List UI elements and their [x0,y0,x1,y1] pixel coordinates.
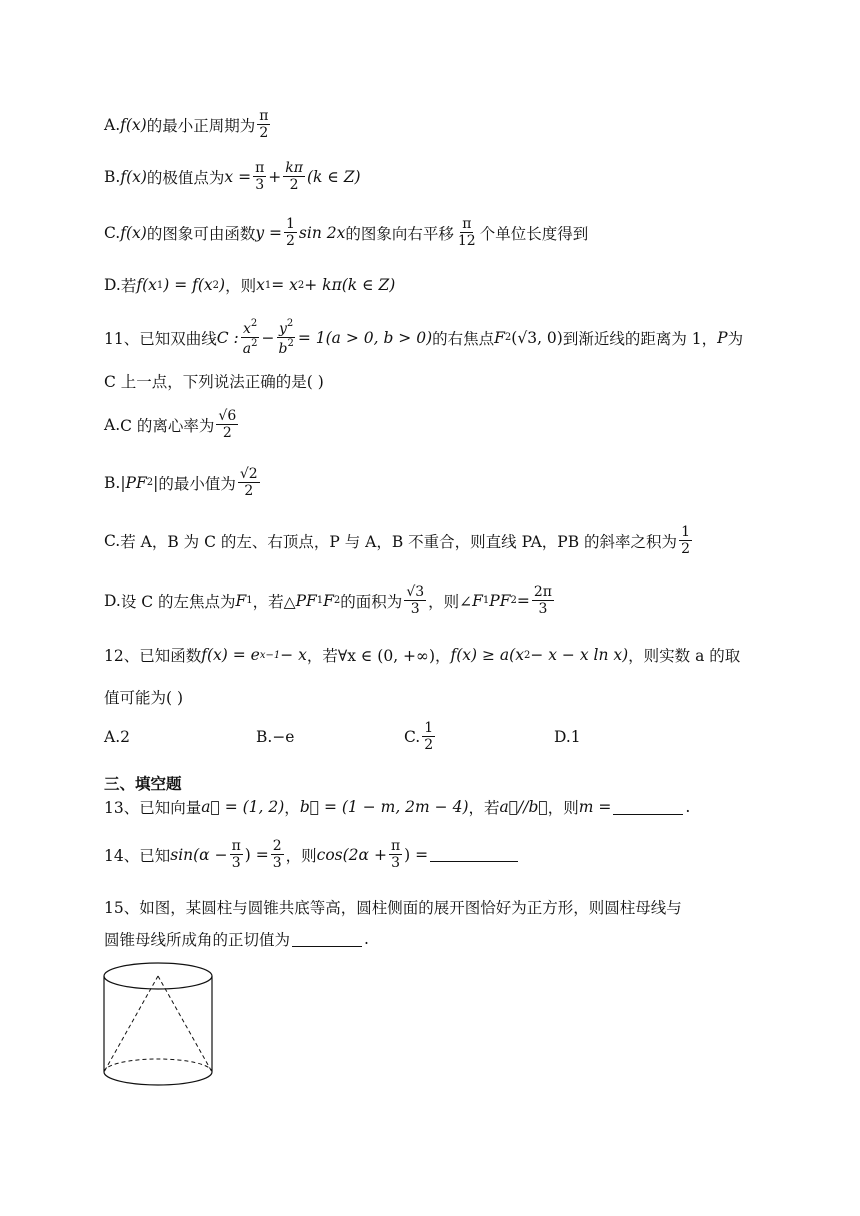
math-expr: (k ∈ Z) [306,167,361,186]
question-text: . [364,930,369,948]
denominator: 3 [272,855,282,872]
question-text: 圆锥母线所成角的正切值为 [104,931,291,949]
math-expr: = 1(a > 0, b > 0) [297,328,433,347]
math-expr: f(x [136,276,157,294]
math-expr: = [516,591,530,610]
fraction [238,466,260,499]
subscript: 1 [246,595,253,607]
math-expr: F [235,591,247,610]
math-expr: F [323,591,334,610]
fraction [283,160,305,193]
answer-blank[interactable] [430,847,518,862]
option-text: 的图象向右平移 [345,224,454,243]
fraction [404,584,426,617]
denominator: a [242,341,252,358]
numerator: √3 [406,584,425,600]
denominator: 2 [259,125,269,142]
denominator: 3 [410,601,420,618]
math-expr: ) [219,276,226,294]
denominator: 3 [391,855,400,872]
math-expr: − x − x ln x) [530,646,629,664]
fraction [679,524,692,557]
q10-option-a [104,108,272,141]
question-text: ，则 [285,846,317,865]
numerator: √6 [218,408,237,424]
q11-option-c [104,524,694,557]
option-label: D. [104,276,121,294]
numerator: π [259,108,269,124]
denominator: 12 [457,233,476,250]
cylinder-bottom-back [104,1059,212,1072]
option-label: C. [104,531,121,550]
denominator: 3 [538,601,548,618]
math-expr: P [717,328,728,347]
fraction [253,160,266,193]
numerator: kπ [285,160,303,176]
option-label: D. [104,591,121,610]
question-text: 12、已知函数 [104,647,202,665]
q11-stem: 11、已知双曲线 C : $\frac{x^2}{a^2}$ − $\frac{y^2}{b^2}$ = 1(a > 0, b > 0) 的右焦点 F 2 (√3, 0) 到渐近线的距离为 1， P 为 [104,318,744,358]
answer-blank[interactable] [292,932,362,947]
option-text: C 的离心率为 [120,416,215,435]
answer-blank[interactable] [613,800,683,815]
math-expr: + kπ(k ∈ Z) [304,276,396,294]
math-expr: + [268,167,282,186]
math-expr: a⃗//b⃗ [499,798,548,816]
q11-option-a [104,408,240,441]
fraction [271,838,284,871]
question-text: . [685,798,691,816]
numerator: y [279,321,287,337]
math-expr: m = [578,798,612,816]
cone-left-generatrix [104,976,158,1072]
question-text: 为 [727,329,744,348]
q13 [104,796,690,818]
fraction [284,216,297,249]
question-text: 13、已知向量 [104,799,202,817]
option-text: ，则∠ [428,592,473,611]
option-text: 的面积为 [340,592,403,611]
denominator: 2 [286,233,295,250]
denominator: 2 [424,737,434,754]
numerator: 2π [533,584,552,600]
option-text: ，则 [225,277,257,295]
numerator: x [242,321,251,337]
math-expr: C : [216,328,239,347]
question-text: ，则 [547,799,579,817]
option-text: 的图象可由函数 [146,224,256,243]
denominator: 2 [222,425,232,442]
math-expr: |PF [120,473,147,492]
math-expr: f(x) ≥ a(x [450,646,524,664]
option-text: 的最小值为 [158,474,236,493]
math-expr: f(x) [120,167,147,186]
option-text: 若 [120,277,137,295]
fraction: $\frac{y^2}{b^2}$ [278,318,294,358]
superscript: x−1 [259,649,281,661]
subscript: 2 [297,279,305,291]
option-label: B. [104,473,121,492]
subscript: 2 [212,279,220,291]
question-text: ，若∀x ∈ (0, +∞)， [306,647,451,665]
math-expr: | [153,473,159,492]
q10-option-b [104,160,361,193]
question-text: ，则实数 a 的取 [628,647,741,665]
question-text: 的右焦点 [432,329,495,348]
numerator: √2 [239,466,258,482]
question-text: ，若 [468,799,500,817]
math-expr: ) = [404,845,429,864]
denominator: 2 [681,541,690,558]
fraction [257,108,270,141]
numerator: 1 [286,216,295,232]
question-text: 到渐近线的距离为 1， [562,329,718,348]
math-expr: sin 2x [298,223,346,242]
math-expr: f(x) [120,115,147,134]
math-expr: ) = [244,845,269,864]
math-expr: (√3, 0) [511,328,563,347]
q12-stem-line2 [104,686,183,708]
math-expr: PF [489,591,511,610]
math-expr: ) = f(x [163,276,213,294]
math-expr: F [472,591,483,610]
numerator: π [390,838,401,854]
option-text: 的极值点为 [146,168,225,187]
question-text: 11、已知双曲线 [104,329,217,348]
denominator: 2 [244,483,254,500]
math-expr: y = [255,223,282,242]
q11-stem-line2 [104,370,324,392]
subscript: 1 [264,279,272,291]
question-text: C 上一点，下列说法正确的是( ) [104,373,324,391]
math-expr: sin(α − [170,845,228,864]
q14 [104,838,520,871]
fraction [422,720,435,753]
math-expr: F [494,328,505,347]
option-label: A. [104,115,121,134]
option-label: C. [104,223,121,242]
q11-option-d [104,584,556,617]
q12-option-d: D.1 [554,728,581,746]
fraction [532,584,554,617]
math-expr: f(x) = e [201,646,260,664]
fraction [389,838,402,871]
numerator: π [462,216,472,232]
q15-line2 [104,928,369,950]
math-expr: a⃗ = (1, 2) [201,798,285,816]
q15-line1 [104,896,682,918]
math-expr: cos(2α + [316,845,387,864]
option-label: A. [104,415,121,434]
q10-option-c [104,216,588,249]
option-text: 设 C 的左焦点为 [120,592,236,611]
cone-right-generatrix [158,976,212,1072]
math-expr: = x [271,276,298,294]
option-label: C. [404,727,421,746]
numerator: π [255,160,265,176]
fraction [216,408,238,441]
subscript: 2 [333,595,341,607]
option-text: 个单位长度得到 [479,224,589,243]
numerator: 1 [681,524,690,540]
denominator: 3 [231,855,241,872]
subscript: 2 [146,477,154,489]
question-text: 15、如图，某圆柱与圆锥共底等高，圆柱侧面的展开图恰好为正方形，则圆柱母线与 [104,899,682,917]
denominator: b [278,341,288,358]
fraction [456,216,478,249]
q12-option-c [404,720,437,753]
math-expr: x = [224,167,252,186]
numerator: 2 [272,838,282,854]
math-expr: − x [280,646,307,664]
q12-option-b: B.−e [256,728,295,746]
subscript: 2 [510,595,517,607]
math-expr: PF [295,591,317,610]
cylinder-cone-figure [100,958,222,1090]
math-expr: b⃗ = (1 − m, 2m − 4) [299,798,469,816]
math-expr: x [256,276,265,294]
numerator: π [231,838,241,854]
question-text: 值可能为( ) [104,689,184,707]
superscript: 2 [523,649,531,661]
numerator: 1 [424,720,434,736]
question-text: 14、已知 [104,846,171,865]
cylinder-bottom-front [104,1072,212,1085]
q12-option-a: A.2 [104,728,130,746]
subscript: 1 [316,595,324,607]
fraction [230,838,243,871]
option-text: ，若△ [252,592,296,611]
denominator: 3 [255,177,265,194]
math-expr: f(x) [120,223,147,242]
subscript: 1 [156,279,164,291]
subscript: 2 [504,332,512,344]
section-heading: 三、填空题 [104,775,182,793]
q11-option-b [104,466,262,499]
option-text: 的最小正周期为 [146,116,256,135]
option-label: B. [104,167,121,186]
fraction: $\frac{x^2}{a^2}$ [242,318,258,358]
q12-stem [104,644,740,666]
question-text: ， [284,799,300,817]
subscript: 1 [482,595,490,607]
denominator: 2 [289,177,299,194]
q10-option-d [104,274,395,296]
option-text: 若 A，B 为 C 的左、右顶点，P 与 A，B 不重合，则直线 PA，PB 的斜率之积为 [120,532,678,551]
